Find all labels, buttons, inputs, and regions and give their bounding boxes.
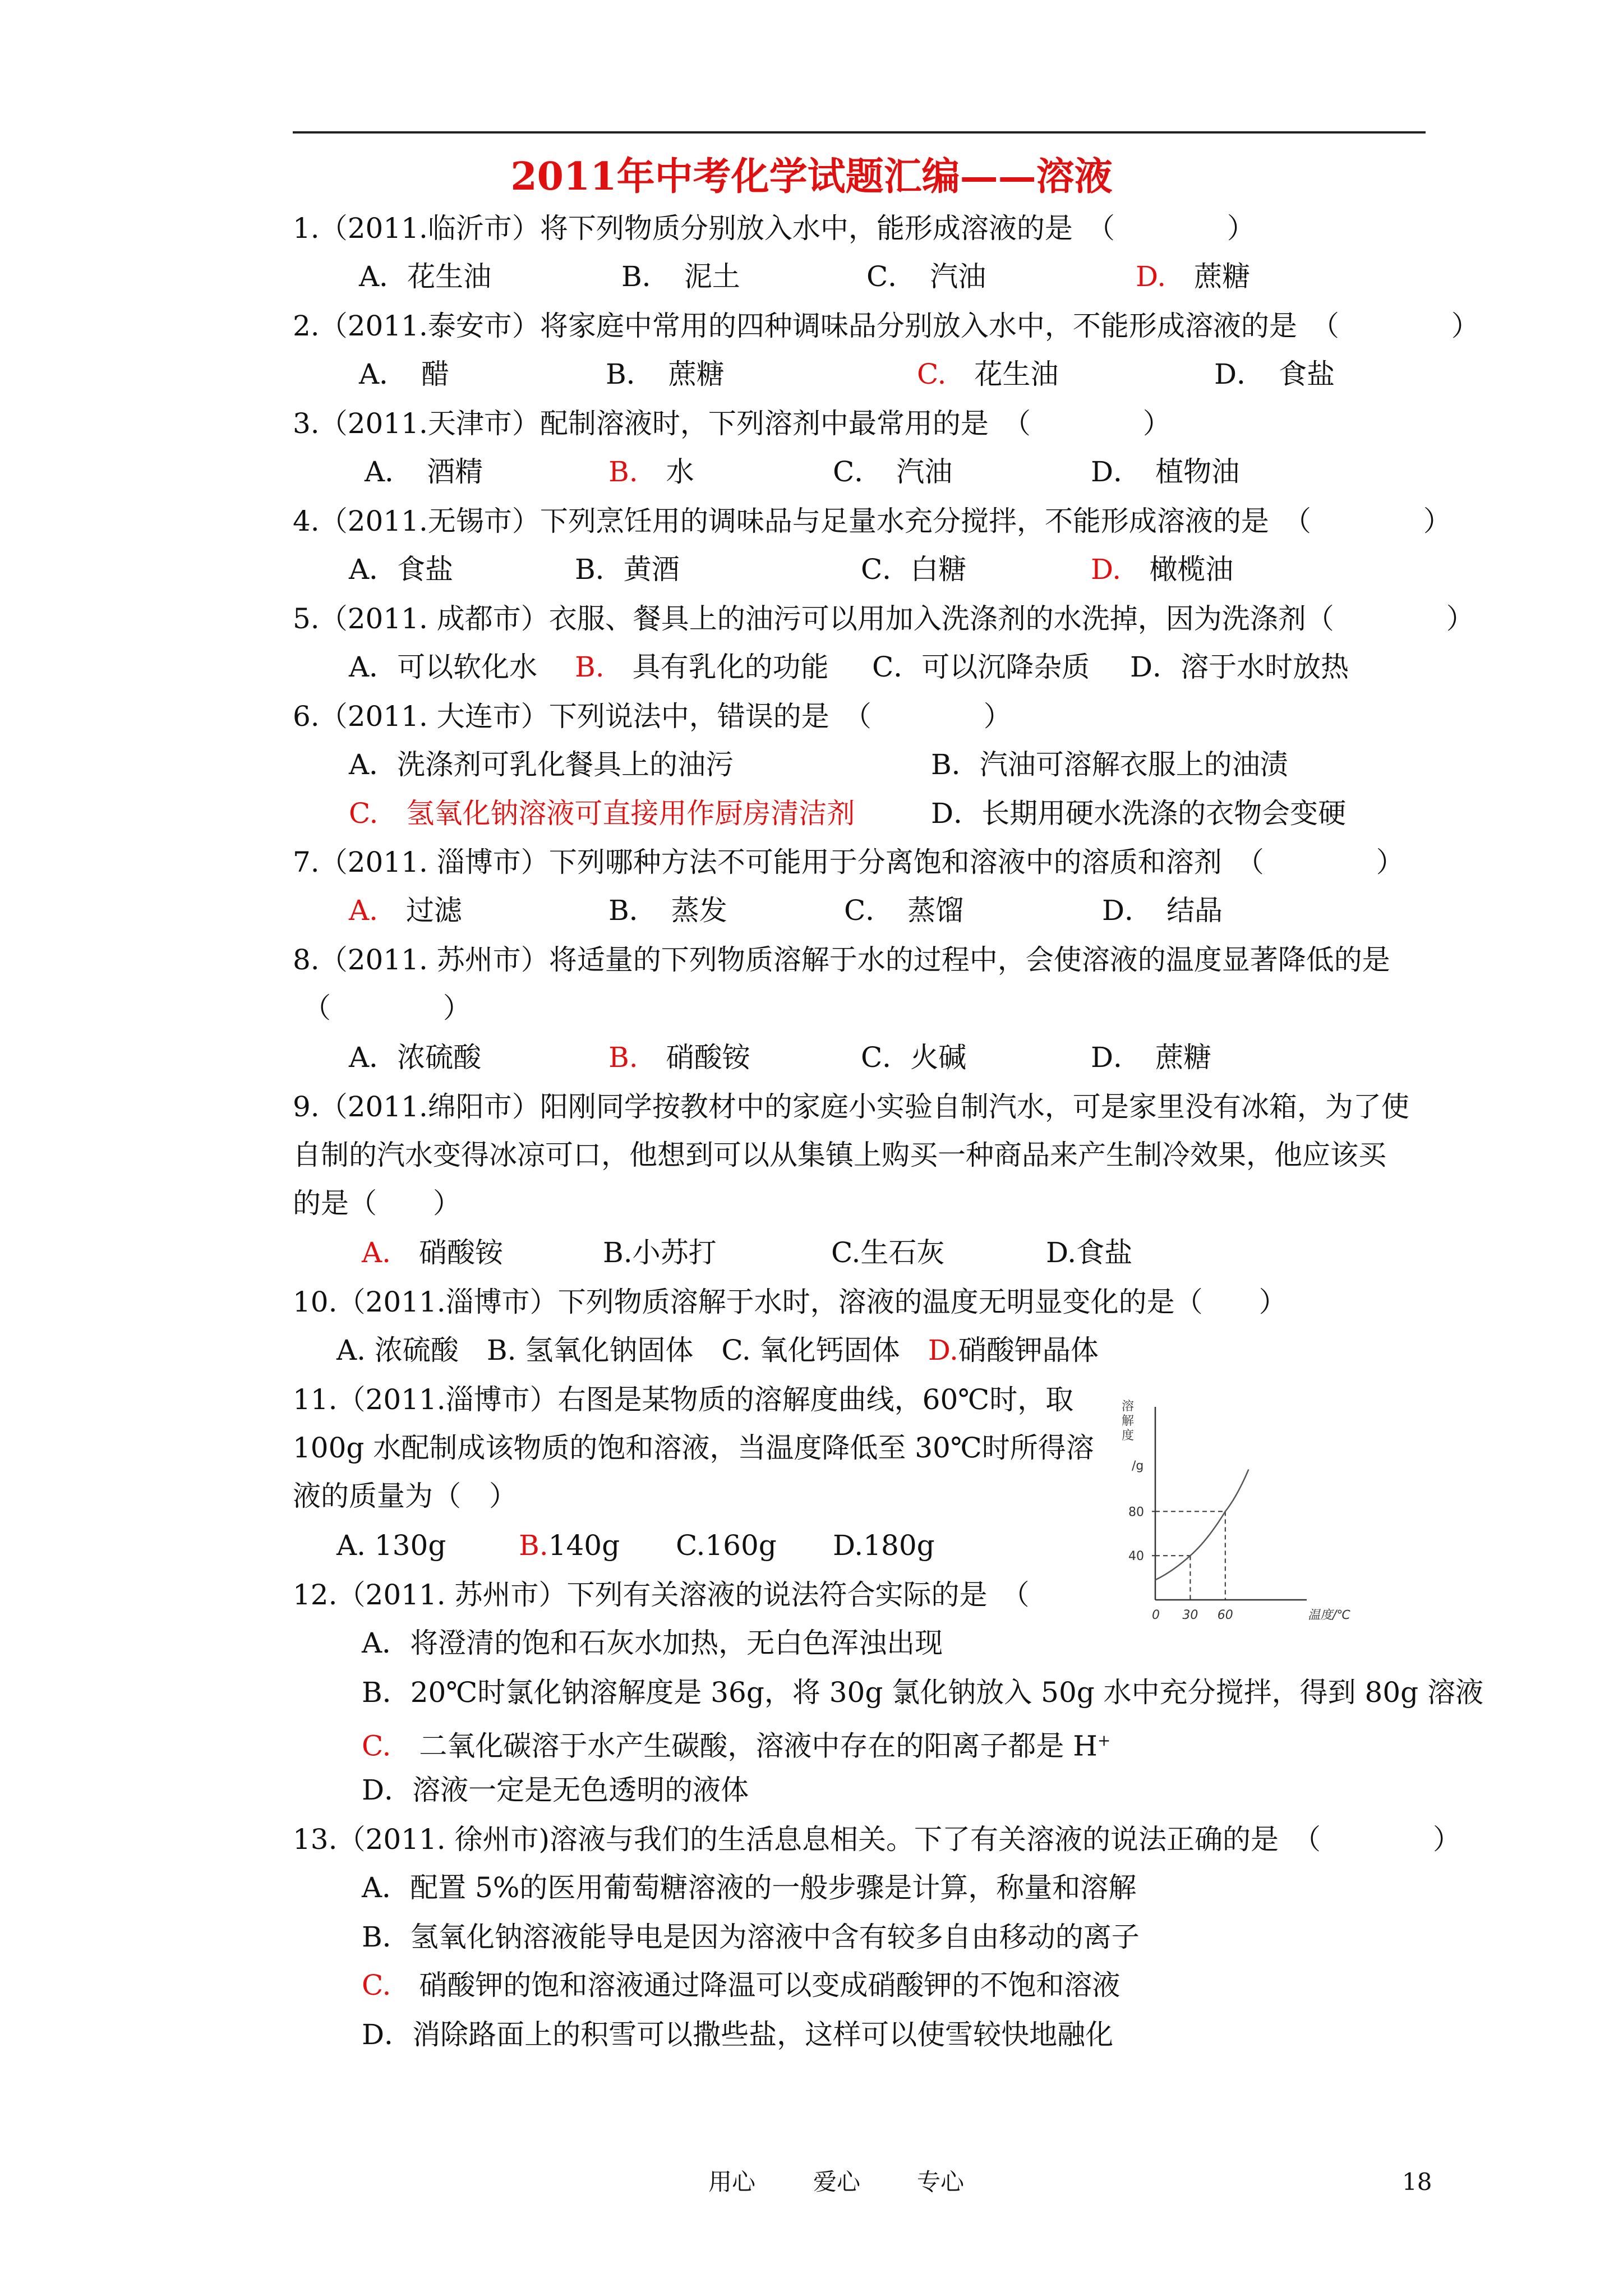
q7-option-c: C． 蒸馏 xyxy=(844,894,964,927)
q13-option-b: B．氢氧化钠溶液能导电是因为溶液中含有较多自由移动的离子 xyxy=(362,1921,1140,1953)
y-axis-label-char: 解 xyxy=(1122,1414,1135,1428)
q6-option-d: D．长期用硬水洗涤的衣物会变硬 xyxy=(931,797,1347,830)
y-axis-label-char: 度 xyxy=(1122,1429,1135,1443)
q7-option-d: D． 结晶 xyxy=(1102,894,1223,927)
q11-option-d: D.180g xyxy=(833,1529,935,1562)
x-axis-label: 温度/℃ xyxy=(1308,1608,1351,1622)
q2-option-a: A． 醋 xyxy=(359,358,450,390)
y-tick-label: 80 xyxy=(1128,1505,1144,1520)
question-10-stem: 10.（2011.淄博市）下列物质溶解于水时，溶液的温度无明显变化的是（ ） xyxy=(293,1286,1287,1318)
question-9-stem-line1: 9.（2011.绵阳市）阳刚同学按教材中的家庭小实验自制汽水，可是家里没有冰箱，为了使 xyxy=(293,1091,1409,1123)
question-11-stem-line3: 液的质量为（ ） xyxy=(293,1480,517,1512)
footer-motto-2: 爱心 xyxy=(813,2168,861,2196)
question-6-stem: 6.（2011. 大连市）下列说法中，错误的是 （ ） xyxy=(293,700,1012,733)
q3-option-b: B. 水 xyxy=(608,455,694,488)
y-axis-unit: /g xyxy=(1132,1459,1144,1473)
q10-options: A. 浓硫酸 B. 氢氧化钠固体 C. 氧化钙固体 D.硝酸钾晶体 xyxy=(336,1334,1099,1366)
answer-mark: C. xyxy=(917,358,947,390)
answer-mark: A. xyxy=(349,894,379,927)
question-9-stem-line2: 自制的汽水变得冰凉可口，他想到可以从集镇上购买一种商品来产生制冷效果，他应该买 xyxy=(293,1139,1386,1171)
q5-option-a: A．可以软化水 xyxy=(349,651,538,683)
answer-mark: A. xyxy=(362,1236,391,1269)
answer-mark: D. xyxy=(1091,553,1122,586)
question-7-stem: 7.（2011. 淄博市）下列哪种方法不可能用于分离饱和溶液中的溶质和溶剂 （ ） xyxy=(293,846,1404,878)
q1-option-a: A．花生油 xyxy=(359,260,492,293)
answer-mark: D. xyxy=(1136,260,1166,293)
footer-motto-3: 专心 xyxy=(917,2168,965,2196)
q11-option-a: A. 130g xyxy=(336,1529,446,1562)
q4-option-b: B．黄酒 xyxy=(575,553,680,586)
solubility-curve-chart xyxy=(1122,1397,1424,1632)
q2-option-d: D． 食盐 xyxy=(1214,358,1335,390)
header-rule xyxy=(293,131,1426,134)
solubility-curve-line xyxy=(1155,1470,1248,1580)
q13-option-c: C. 硝酸钾的饱和溶液通过降温可以变成硝酸钾的不饱和溶液 xyxy=(362,1969,1121,2001)
question-1-stem: 1.（2011.临沂市）将下列物质分别放入水中，能形成溶液的是 （ ） xyxy=(293,212,1255,245)
q7-option-a: A. 过滤 xyxy=(349,894,463,927)
answer-mark: B. xyxy=(608,1041,638,1074)
q11-option-c: C.160g xyxy=(676,1529,777,1562)
question-3-stem: 3.（2011.天津市）配制溶液时，下列溶剂中最常用的是 （ ） xyxy=(293,407,1171,440)
page-number: 18 xyxy=(1402,2168,1432,2196)
question-11-stem-line1: 11.（2011.淄博市）右图是某物质的溶解度曲线，60℃时，取 xyxy=(293,1383,1074,1416)
q5-option-b: B. 具有乳化的功能 xyxy=(575,651,829,683)
question-8-blank: （ ） xyxy=(303,992,471,1024)
x-tick-label: 60 xyxy=(1217,1608,1233,1622)
q8-option-b: B. 硝酸铵 xyxy=(608,1041,750,1074)
x-tick-label: 0 xyxy=(1152,1608,1160,1622)
question-12-stem: 12.（2011. 苏州市）下列有关溶液的说法符合实际的是 （ xyxy=(293,1579,1030,1611)
question-5-stem: 5.（2011. 成都市）衣服、餐具上的油污可以用加入洗涤剂的水洗掉，因为洗涤剂（ ） xyxy=(293,602,1474,635)
question-2-stem: 2.（2011.泰安市）将家庭中常用的四种调味品分别放入水中，不能形成溶液的是 （ ） xyxy=(293,310,1479,342)
q5-option-c: C．可以沉降杂质 xyxy=(872,651,1090,683)
footer-motto-1: 用心 xyxy=(708,2168,756,2196)
question-4-stem: 4.（2011.无锡市）下列烹饪用的调味品与足量水充分搅拌，不能形成溶液的是 （ ） xyxy=(293,505,1451,537)
question-11-stem-line2: 100g 水配制成该物质的饱和溶液，当温度降低至 30℃时所得溶 xyxy=(293,1432,1094,1464)
q9-option-a: A. 硝酸铵 xyxy=(362,1236,504,1269)
q8-option-d: D． 蔗糖 xyxy=(1091,1041,1212,1074)
q12-option-b: B．20℃时氯化钠溶解度是 36g，将 30g 氯化钠放入 50g 水中充分搅拌，得到 80g 溶液 xyxy=(362,1676,1484,1709)
q5-option-d: D．溶于水时放热 xyxy=(1130,651,1349,683)
x-tick-label: 30 xyxy=(1182,1608,1198,1622)
q1-option-b: B． 泥土 xyxy=(621,260,740,293)
y-axis-label-char: 溶 xyxy=(1122,1400,1135,1414)
q9-option-c: C.生石灰 xyxy=(831,1236,945,1269)
q2-option-b: B． 蔗糖 xyxy=(606,358,725,390)
question-9-stem-line3: 的是（ ） xyxy=(293,1187,461,1220)
q3-option-d: D． 植物油 xyxy=(1091,455,1240,488)
q9-option-b: B.小苏打 xyxy=(603,1236,717,1269)
answer-mark: B. xyxy=(575,651,605,683)
q6-option-c-answer: C. 氢氧化钠溶液可直接用作厨房清洁剂 xyxy=(349,797,855,830)
question-8-stem: 8.（2011. 苏州市）将适量的下列物质溶解于水的过程中，会使溶液的温度显著降低的是 xyxy=(293,944,1390,976)
q12-option-c: C. 二氧化碳溶于水产生碳酸，溶液中存在的阳离子都是 H+ xyxy=(362,1729,1111,1763)
q3-option-a: A． 酒精 xyxy=(365,455,483,488)
answer-mark: B. xyxy=(608,455,638,488)
q2-option-c: C. 花生油 xyxy=(917,358,1059,390)
q6-option-a: A．洗涤剂可乳化餐具上的油污 xyxy=(349,748,734,781)
q9-option-d: D.食盐 xyxy=(1046,1236,1133,1269)
q11-option-b: B.140g xyxy=(519,1529,620,1562)
question-13-stem: 13.（2011. 徐州市)溶液与我们的生活息息相关。下了有关溶液的说法正确的是 （ ） xyxy=(293,1823,1461,1856)
answer-mark: D. xyxy=(928,1334,958,1366)
q8-option-a: A．浓硫酸 xyxy=(349,1041,482,1074)
q1-option-c: C． 汽油 xyxy=(866,260,986,293)
q3-option-c: C． 汽油 xyxy=(833,455,953,488)
q12-option-a: A．将澄清的饱和石灰水加热，无白色浑浊出现 xyxy=(362,1627,943,1659)
answer-mark: B. xyxy=(519,1529,548,1562)
q4-option-a: A．食盐 xyxy=(349,553,454,586)
q7-option-b: B． 蒸发 xyxy=(608,894,727,927)
q6-option-b: B．汽油可溶解衣服上的油渍 xyxy=(931,748,1288,781)
answer-mark: C. xyxy=(362,1969,391,2001)
document-title: 2011年中考化学试题汇编——溶液 xyxy=(510,154,1113,199)
q12-option-d: D．溶液一定是无色透明的液体 xyxy=(362,1774,749,1806)
q13-option-d: D．消除路面上的积雪可以撒些盐，这样可以使雪较快地融化 xyxy=(362,2018,1114,2051)
q1-option-d: D. 蔗糖 xyxy=(1136,260,1251,293)
q4-option-d: D. 橄榄油 xyxy=(1091,553,1234,586)
q8-option-c: C．火碱 xyxy=(861,1041,967,1074)
q4-option-c: C．白糖 xyxy=(861,553,967,586)
q13-option-a: A．配置 5%的医用葡萄糖溶液的一般步骤是计算，称量和溶解 xyxy=(362,1871,1137,1904)
y-tick-label: 40 xyxy=(1128,1549,1144,1564)
answer-mark: C. xyxy=(362,1729,391,1763)
